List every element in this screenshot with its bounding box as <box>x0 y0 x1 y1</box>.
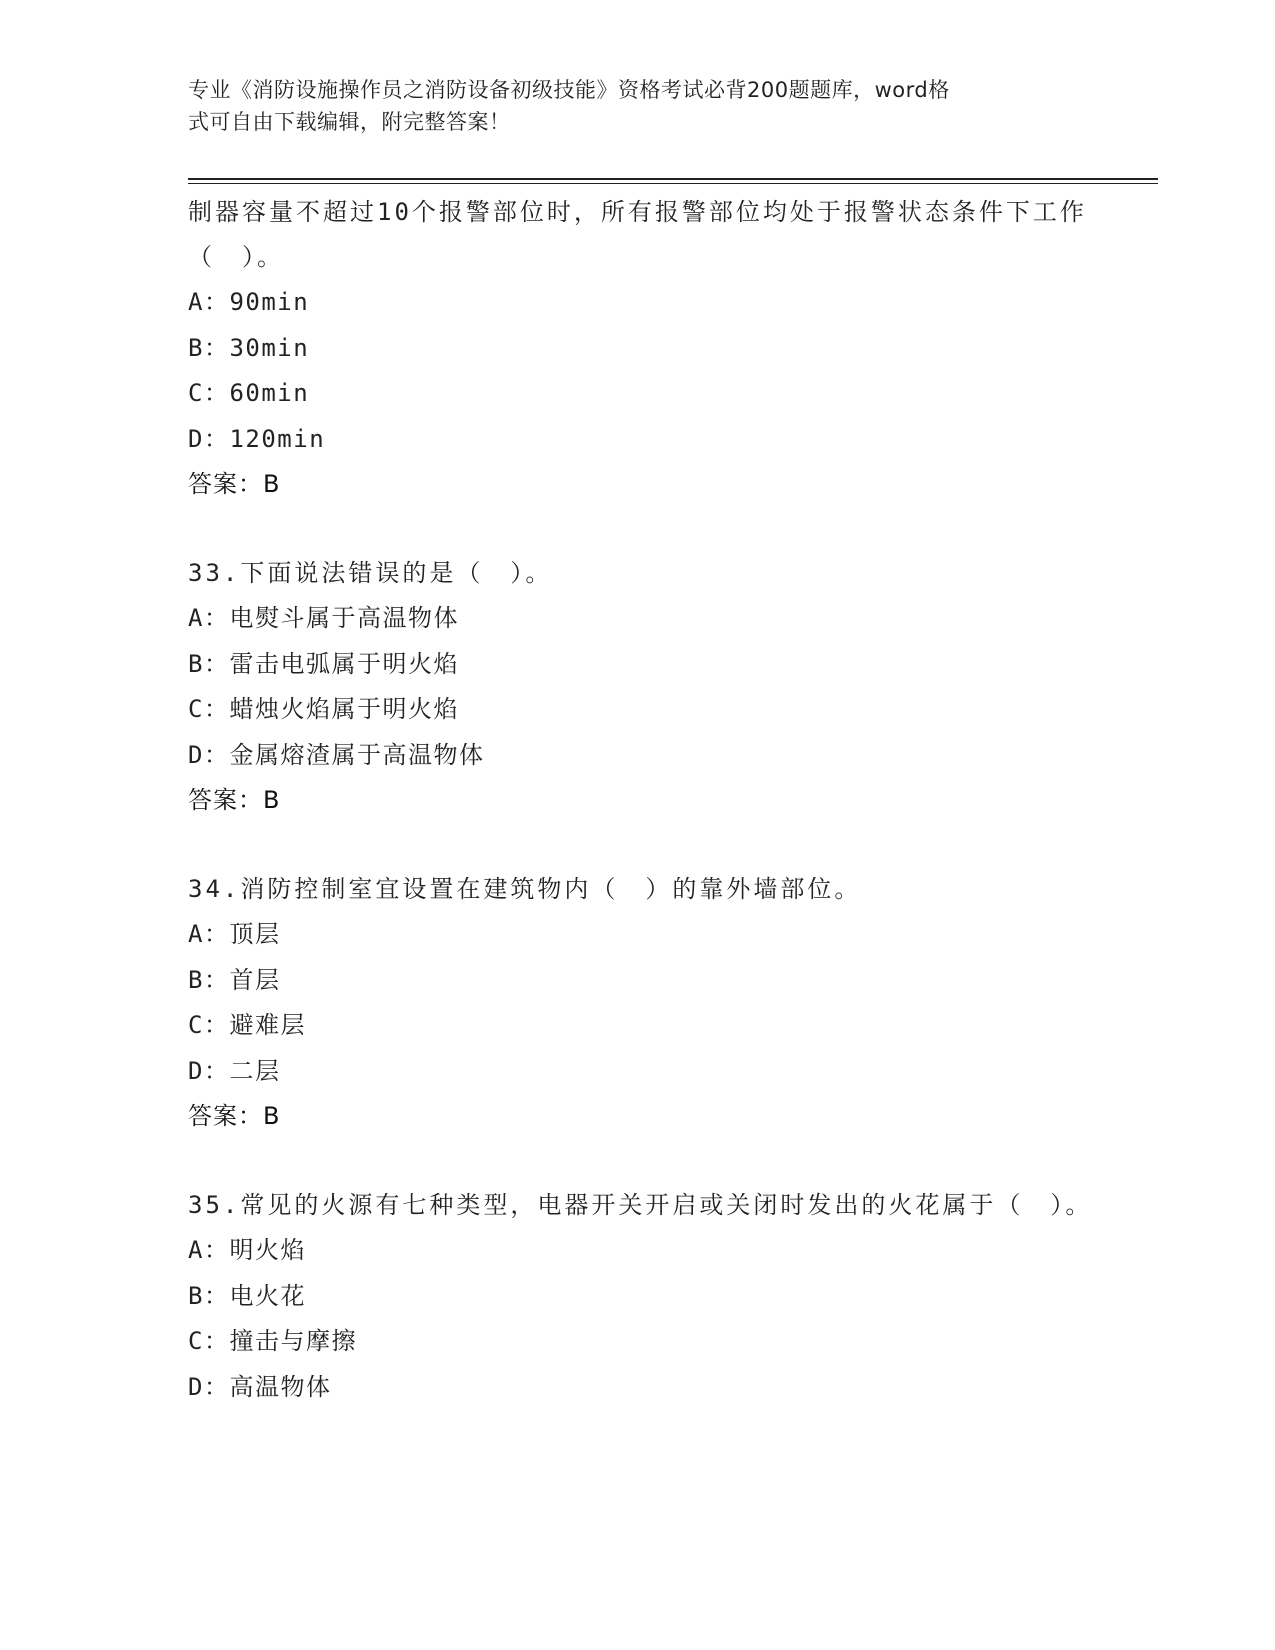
question-stem: 33.下面说法错误的是（ ）。 <box>188 559 553 587</box>
question-stem: 35.常见的火源有七种类型，电器开关开启或关闭时发出的火花属于（ ）。 <box>188 1191 1093 1219</box>
option-d: D：二层 <box>188 1056 281 1085</box>
option-a: A：明火焰 <box>188 1236 306 1264</box>
question-32-continued <box>188 190 1118 507</box>
option-c: C：蜡烛火焰属于明火焰 <box>188 695 459 723</box>
question-33 <box>188 551 1118 823</box>
question-stem: 制器容量不超过10个报警部位时，所有报警部位均处于报警状态条件下工作（ ）。 <box>188 198 1087 271</box>
question-35 <box>188 1183 1118 1410</box>
option-d: D：120min <box>188 424 326 453</box>
option-b: B：雷击电弧属于明火焰 <box>188 649 459 678</box>
option-a: A：电熨斗属于高温物体 <box>188 604 459 632</box>
option-b: B：首层 <box>188 965 281 994</box>
question-stem: 34.消防控制室宜设置在建筑物内（ ）的靠外墙部位。 <box>188 875 862 903</box>
answer-line: 答案：B <box>188 470 281 498</box>
header-divider-thin <box>188 183 1158 184</box>
option-b: B：电火花 <box>188 1281 306 1310</box>
document-header <box>188 74 1088 138</box>
option-c: C：避难层 <box>188 1011 306 1039</box>
header-line-2: 式可自由下载编辑，附完整答案！ <box>188 110 511 134</box>
header-line-1: 专业《消防设施操作员之消防设备初级技能》资格考试必背200题题库，word格 <box>188 78 950 102</box>
answer-line: 答案：B <box>188 1102 281 1130</box>
question-list <box>188 190 1118 1410</box>
question-34 <box>188 867 1118 1139</box>
answer-line: 答案：B <box>188 786 281 814</box>
header-divider-thick <box>188 178 1158 180</box>
option-a: A：90min <box>188 288 310 316</box>
option-c: C：撞击与摩擦 <box>188 1327 357 1355</box>
option-d: D：金属熔渣属于高温物体 <box>188 740 485 769</box>
option-d: D：高温物体 <box>188 1372 332 1401</box>
option-c: C：60min <box>188 379 310 407</box>
option-a: A：顶层 <box>188 920 281 948</box>
option-b: B：30min <box>188 333 310 362</box>
